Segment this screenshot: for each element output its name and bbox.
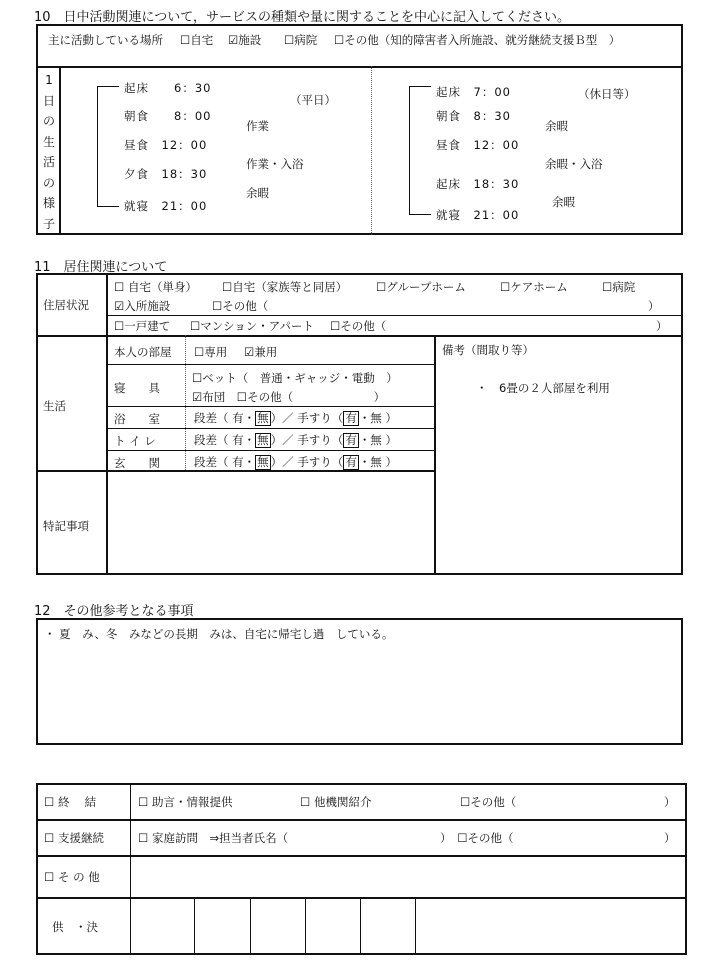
section11-heading: 11 居住関連について <box>34 260 168 275</box>
side-char: 生 <box>42 134 55 149</box>
place-option-hospital[interactable]: ☐病院 <box>284 33 318 47</box>
special-notes-label: 特記事項 <box>43 519 89 533</box>
other-label[interactable]: ☐ そ の 他 <box>44 870 100 884</box>
room-opt-shared[interactable]: ☑兼用 <box>244 345 278 359</box>
entrance-label: 玄 関 <box>114 456 160 470</box>
bedding-label: 寝 具 <box>114 381 160 395</box>
weekday-activity-2: 作業・入浴 <box>246 157 304 171</box>
housing-opt-facility[interactable]: ☑入所施設 <box>114 299 171 313</box>
housing-other-close: ） <box>648 299 660 313</box>
footer-row2-divider <box>36 855 687 857</box>
housing-opt-house[interactable]: ☐一戸建て <box>114 319 171 333</box>
weekday-wake: 起床 6：30 <box>124 81 212 95</box>
weekday-dinner: 夕食 18：30 <box>124 167 208 181</box>
housing-opt-apartment[interactable]: ☐マンション・アパート <box>190 319 314 333</box>
step-prefix: 段差（ 有・ <box>194 455 256 469</box>
approval-cell-divider <box>360 897 361 955</box>
life-label: 生活 <box>43 399 66 413</box>
step-mid: ）／ 手すり（ <box>270 455 344 469</box>
place-label: 主に活動している場所 <box>48 33 163 47</box>
notes-col-divider <box>434 335 436 575</box>
housing-other2-close: ） <box>656 319 668 333</box>
end-other-close: ） <box>664 795 676 809</box>
section10-divider <box>36 66 683 68</box>
holiday-wake: 起床 7：00 <box>436 85 511 99</box>
footer-label-col <box>130 783 131 955</box>
room-label: 本人の部屋 <box>114 345 172 359</box>
approval-label: 供 ・決 <box>52 920 98 934</box>
holiday-evening: 起床 18：30 <box>436 177 520 191</box>
weekday-activity-1: 作業 <box>246 119 269 133</box>
continue-label[interactable]: ☐ 支援継続 <box>44 831 104 845</box>
housing-opt-carehome[interactable]: ☐ケアホーム <box>500 280 568 294</box>
weekday-breakfast: 朝食 8：00 <box>124 109 212 123</box>
continue-opt-other[interactable]: ） ☐その他（ <box>440 831 514 845</box>
weekday-bracket-side <box>97 86 98 206</box>
section11-label-col <box>106 273 108 575</box>
end-label[interactable]: ☐ 終 結 <box>44 795 97 809</box>
housing-divider <box>36 335 683 337</box>
notes-label: 備考（間取り等） <box>442 343 534 357</box>
rail-yes-marked[interactable]: 有 <box>345 433 357 447</box>
approval-cell-divider <box>415 897 416 955</box>
weekday-bracket-bottom <box>97 206 119 207</box>
step-prefix: 段差（ 有・ <box>194 433 256 447</box>
housing-opt-other2[interactable]: ☐その他（ <box>330 319 387 333</box>
toilet-label: ト イ レ <box>114 434 156 448</box>
rail-suffix: ・無 ） <box>358 455 397 469</box>
end-opt-referral[interactable]: ☐ 他機関紹介 <box>300 795 372 809</box>
bath-label: 浴 室 <box>114 412 160 426</box>
weekday-lunch: 昼食 12：00 <box>124 138 208 152</box>
notes-text: ・ 6畳の２人部屋を利用 <box>476 381 610 395</box>
bath-step-rail <box>194 410 397 426</box>
side-char: 子 <box>42 216 55 231</box>
entrance-step-rail <box>194 454 397 470</box>
end-opt-advice[interactable]: ☐ 助言・情報提供 <box>138 795 233 809</box>
housing-opt-grouphome[interactable]: ☐グループホーム <box>376 280 466 294</box>
holiday-activity-2: 余暇・入浴 <box>545 157 603 171</box>
end-opt-other[interactable]: ☐その他（ <box>460 795 517 809</box>
rail-yes-marked[interactable]: 有 <box>345 455 357 469</box>
step-no-marked[interactable]: 無 <box>257 433 269 447</box>
approval-cell-divider <box>194 897 195 955</box>
toilet-divider <box>106 450 436 451</box>
housing-opt-hospital[interactable]: ☐病院 <box>602 280 636 294</box>
housing-row-divider <box>106 315 683 316</box>
weekday-title: （平日） <box>290 93 336 107</box>
daily-life-side-label <box>42 70 56 234</box>
housing-opt-other[interactable]: ☐その他（ <box>212 299 269 313</box>
weekday-bedtime: 就寝 21：00 <box>124 199 208 213</box>
step-mid: ）／ 手すり（ <box>270 411 344 425</box>
holiday-bracket-top <box>409 86 431 87</box>
housing-opt-family[interactable]: ☐自宅（家族等と同居） <box>222 280 348 294</box>
side-char: の <box>42 175 55 190</box>
housing-opt-single[interactable]: ☐ 自宅（単身） <box>114 280 197 294</box>
step-prefix: 段差（ 有・ <box>194 411 256 425</box>
place-option-home[interactable]: ☐自宅 <box>180 33 214 47</box>
rail-suffix: ・無 ） <box>358 433 397 447</box>
holiday-activity-1: 余暇 <box>545 119 568 133</box>
continue-other-close: ） <box>664 831 676 845</box>
housing-label: 住居状況 <box>43 298 89 312</box>
step-no-marked[interactable]: 無 <box>257 411 269 425</box>
holiday-breakfast: 朝食 8：30 <box>436 109 511 123</box>
side-char: 活 <box>42 155 55 169</box>
weekday-bracket-top <box>97 86 119 87</box>
weekday-holiday-divider <box>371 66 372 235</box>
holiday-title: （休日等） <box>578 87 636 101</box>
side-char: 1 <box>45 73 53 87</box>
bedding-opt-futon[interactable]: ☑布団 ☐その他（ ） <box>192 390 386 404</box>
side-char: 様 <box>42 196 55 210</box>
bedding-divider <box>106 406 436 407</box>
holiday-bracket-bottom <box>409 214 431 215</box>
side-label-divider <box>59 66 61 235</box>
weekday-activity-3: 余暇 <box>246 186 269 200</box>
continue-opt-visit[interactable]: ☐ 家庭訪問 ⇒担当者氏名（ <box>138 831 289 845</box>
rail-yes-marked[interactable]: 有 <box>345 411 357 425</box>
holiday-activity-3: 余暇 <box>552 195 575 209</box>
holiday-bedtime: 就寝 21：00 <box>436 208 520 222</box>
holiday-lunch: 昼食 12：00 <box>436 138 520 152</box>
step-mid: ）／ 手すり（ <box>270 433 344 447</box>
approval-cell-divider <box>250 897 251 955</box>
approval-cell-divider <box>305 897 306 955</box>
toilet-step-rail <box>194 432 397 448</box>
life-divider <box>36 470 436 472</box>
bedding-opt-bed[interactable]: ☐ベット（ 普通・ギャッジ・電動 ） <box>192 371 398 385</box>
room-divider <box>106 364 436 365</box>
side-char: 日 <box>42 93 55 108</box>
section12-text: ・ 夏 み、冬 みなどの長期 みは、自宅に帰宅し過 している。 <box>44 627 394 641</box>
section10-heading: 10 日中活動関連について，サービスの種類や量に関することを中心に記入してください。 <box>34 10 571 25</box>
footer-row1-divider <box>36 819 687 821</box>
room-opt-private[interactable]: ☐専用 <box>194 345 228 359</box>
place-option-other[interactable]: ☐その他（知的障害者入所施設、就労継続支援Ｂ型 ） <box>334 33 621 47</box>
bath-divider <box>106 428 436 429</box>
side-char: の <box>42 114 55 128</box>
section12-heading: 12 その他参考となる事項 <box>34 604 194 619</box>
place-option-facility[interactable]: ☑施設 <box>228 33 262 47</box>
holiday-bracket-side <box>409 86 410 214</box>
rail-suffix: ・無 ） <box>358 411 397 425</box>
footer-row3-divider <box>36 897 687 899</box>
step-no-marked[interactable]: 無 <box>257 455 269 469</box>
